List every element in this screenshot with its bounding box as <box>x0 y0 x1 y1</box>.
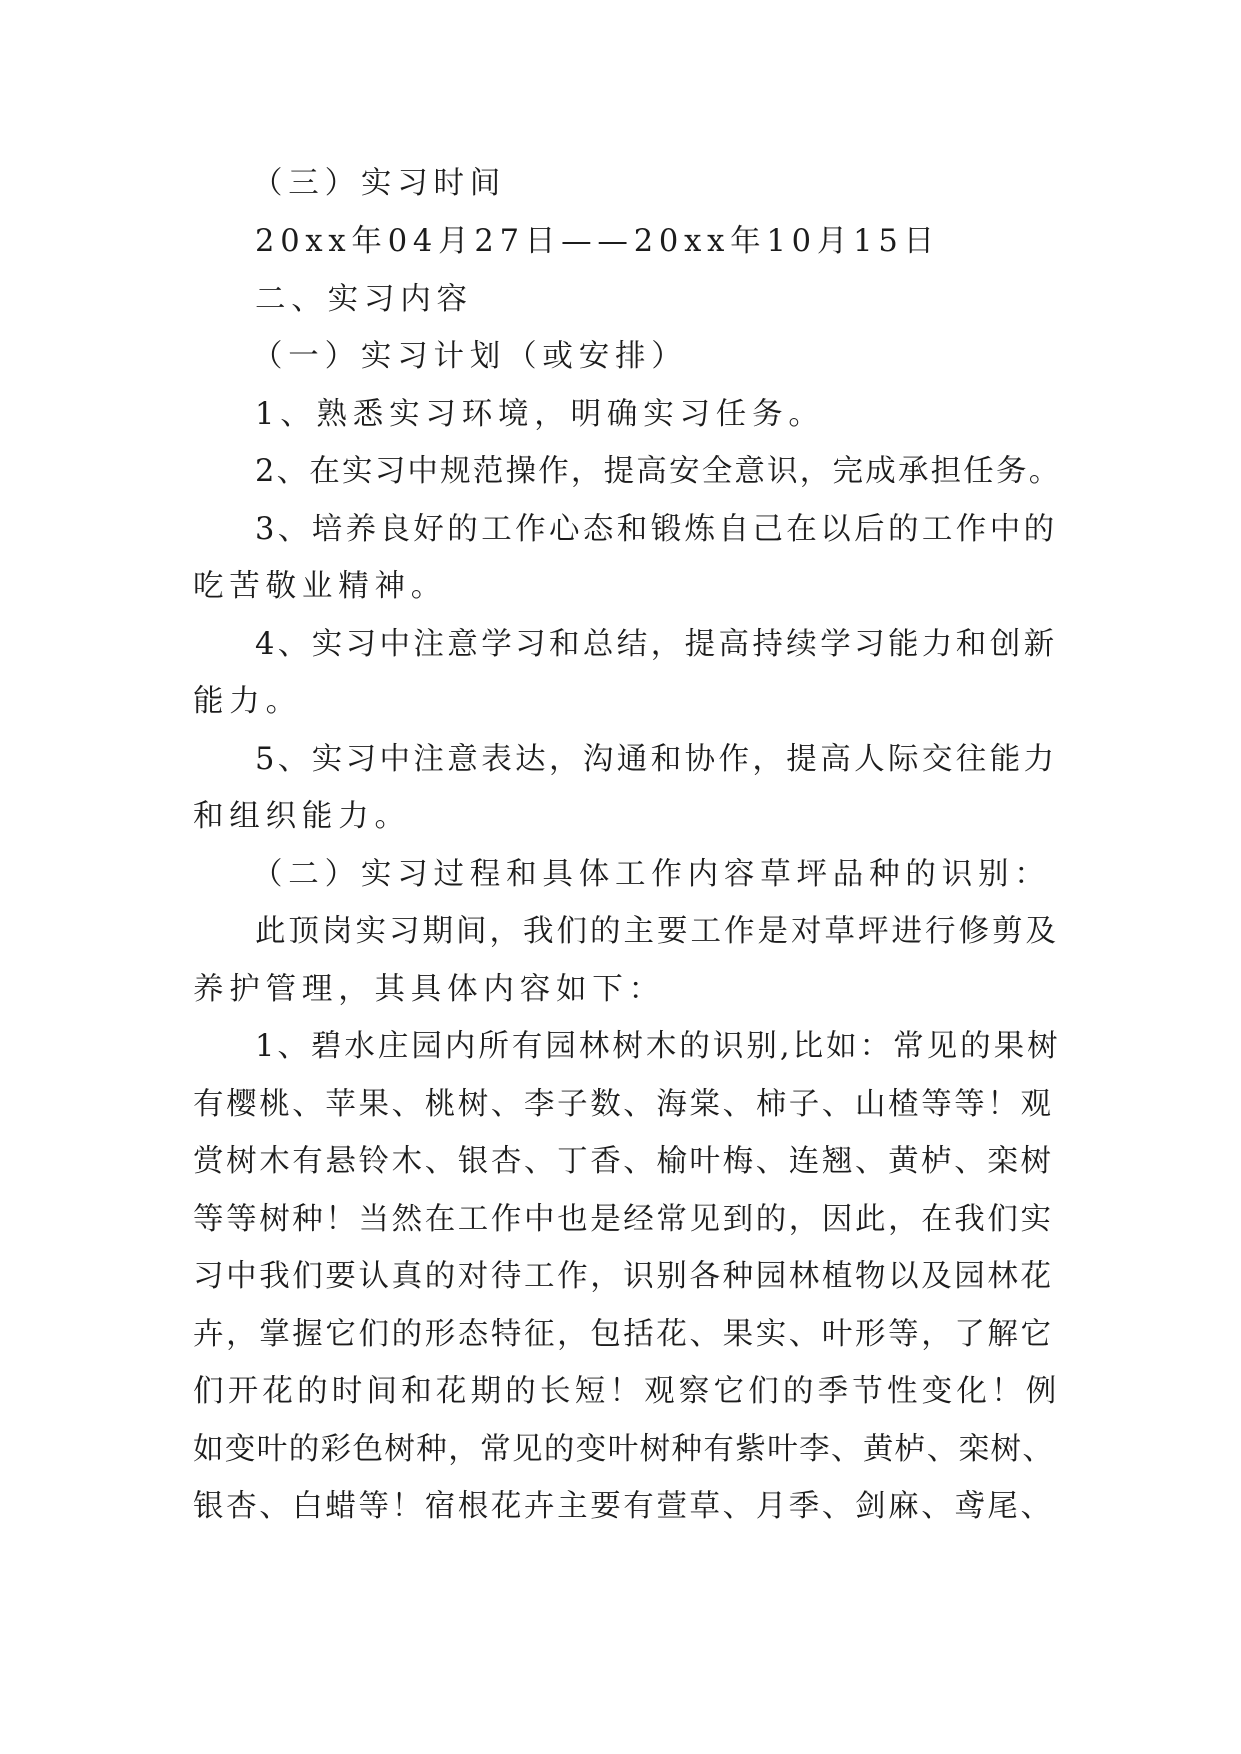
plan-item-3-continued: 吃苦敬业精神。 <box>193 569 448 604</box>
paragraph-line: 习中我们要认真的对待工作，识别各种园林植物以及园林花 <box>193 1259 1054 1294</box>
paragraph-line: 如变叶的彩色树种，常见的变叶树种有紫叶李、黄栌、栾树、 <box>193 1432 1055 1467</box>
plan-item-4: 4、实习中注意学习和总结，提高持续学习能力和创新 <box>255 627 1058 662</box>
plan-item-3: 3、培养良好的工作心态和锻炼自己在以后的工作中的 <box>255 512 1058 547</box>
plan-item-1: 1、熟悉实习环境，明确实习任务。 <box>255 397 825 432</box>
plan-item-5: 5、实习中注意表达，沟通和协作，提高人际交往能力 <box>255 742 1058 777</box>
plan-item-2: 2、在实习中规范操作，提高安全意识，完成承担任务。 <box>255 454 1062 489</box>
paragraph-line: 卉，掌握它们的形态特征，包括花、果实、叶形等，了解它 <box>193 1317 1054 1352</box>
subsection-heading-plan: （一）实习计划（或安排） <box>252 339 688 374</box>
section-heading-internship-time: （三）实习时间 <box>252 166 507 201</box>
paragraph-line: 此顶岗实习期间，我们的主要工作是对草坪进行修剪及 <box>255 914 1059 949</box>
paragraph-line: 养护管理，其具体内容如下： <box>193 972 665 1007</box>
paragraph-line: 们开花的时间和花期的长短！观察它们的季节性变化！例 <box>193 1374 1061 1409</box>
paragraph-line: 银杏、白蜡等！宿根花卉主要有萱草、月季、剑麻、鸢尾、 <box>193 1489 1054 1524</box>
paragraph-line: 有樱桃、苹果、桃树、李子数、海棠、柿子、山楂等等！观 <box>193 1087 1054 1122</box>
plan-item-5-continued: 和组织能力。 <box>193 799 411 834</box>
subsection-heading-process: （二）实习过程和具体工作内容草坪品种的识别： <box>252 857 1051 892</box>
paragraph-line: 1、碧水庄园内所有园林树木的识别,比如：常见的果树 <box>255 1029 1061 1064</box>
section-heading-internship-content: 二、实习内容 <box>255 282 473 317</box>
paragraph-line: 赏树木有悬铃木、银杏、丁香、榆叶梅、连翘、黄栌、栾树 <box>193 1144 1054 1179</box>
internship-date-range: 20xx年04月27日——20xx年10月15日 <box>255 224 940 259</box>
plan-item-4-continued: 能力。 <box>193 684 302 719</box>
paragraph-line: 等等树种！当然在工作中也是经常见到的，因此，在我们实 <box>193 1202 1054 1237</box>
